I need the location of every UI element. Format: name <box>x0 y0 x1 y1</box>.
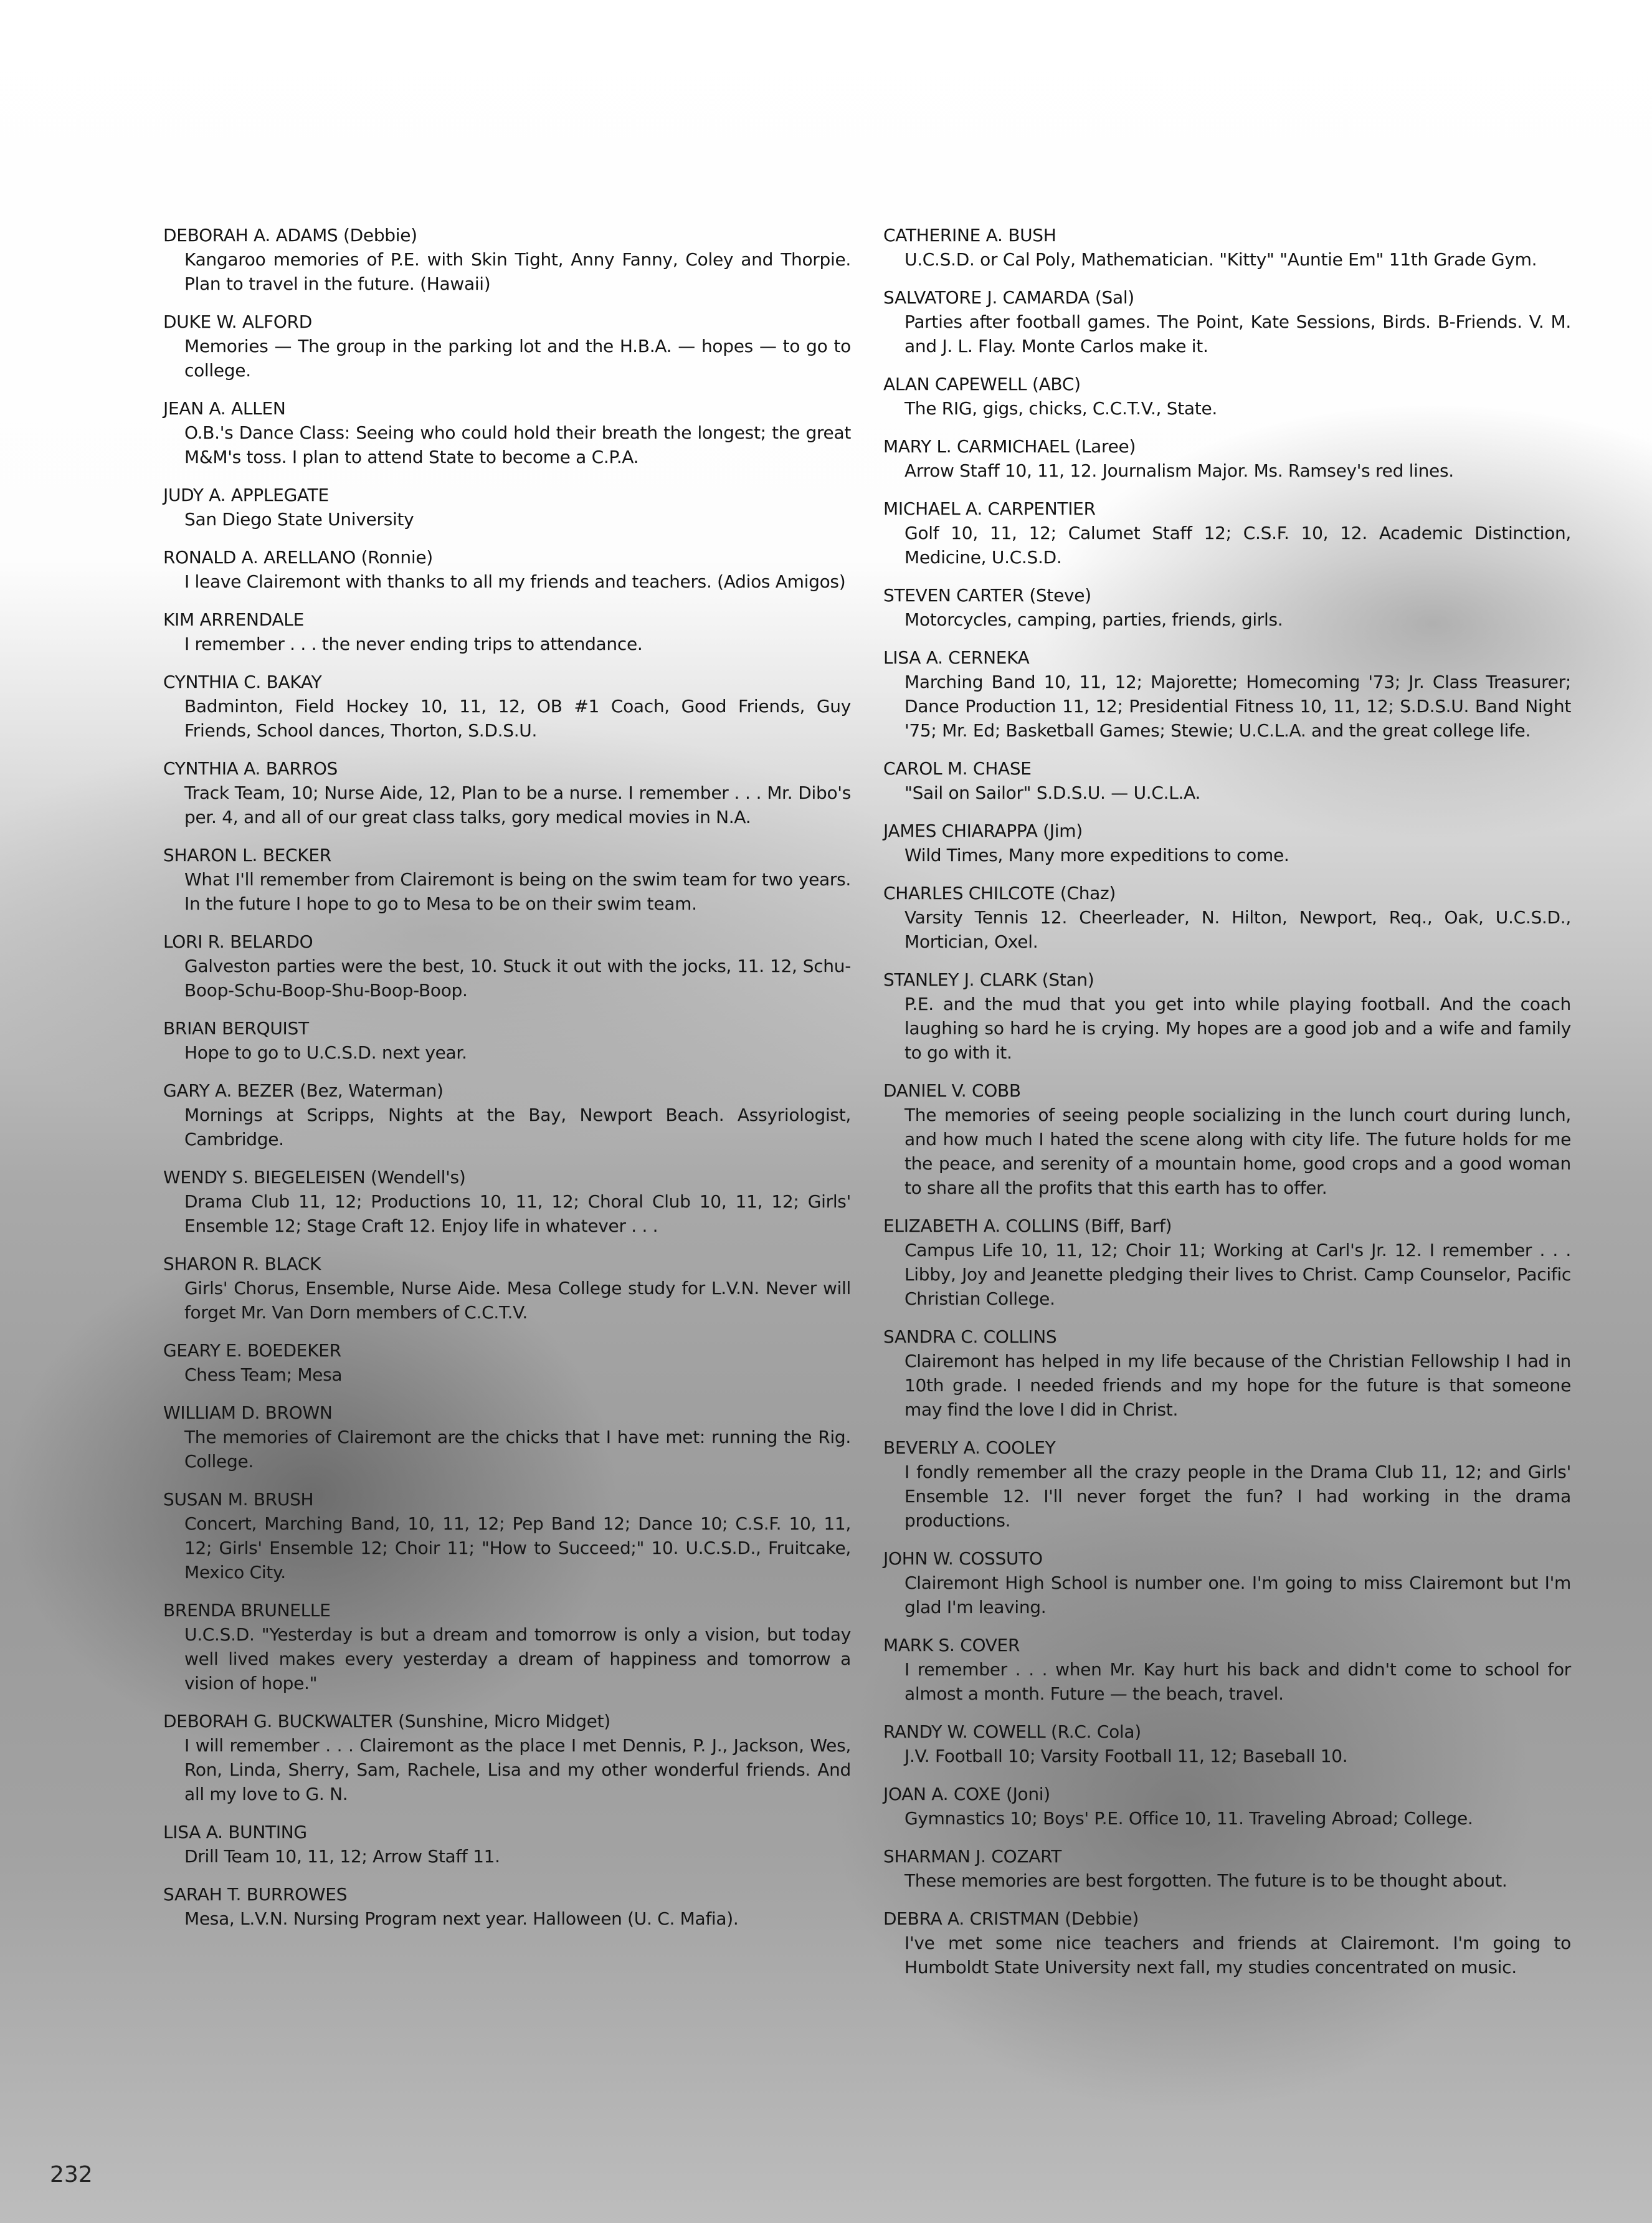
senior-name: BRIAN BERQUIST <box>163 1018 309 1039</box>
senior-statement: U.C.S.D. or Cal Poly, Mathematician. "Kitty" "Auntie Em" 11th Grade Gym. <box>904 249 1537 270</box>
senior-entry <box>163 670 851 743</box>
senior-entry <box>883 1435 1571 1533</box>
senior-entry <box>883 1325 1571 1422</box>
senior-entry <box>883 968 1571 1065</box>
senior-statement: J.V. Football 10; Varsity Football 11, 12; Baseball 10. <box>904 1746 1348 1766</box>
senior-name: BEVERLY A. COOLEY <box>883 1437 1056 1458</box>
senior-statement: Mornings at Scripps, Nights at the Bay, Newport Beach. Assyriologist, Cambridge. <box>184 1105 851 1150</box>
senior-entry <box>163 483 851 531</box>
senior-entry <box>883 756 1571 805</box>
senior-name: JOAN A. COXE (Joni) <box>883 1784 1050 1804</box>
senior-statement: Varsity Tennis 12. Cheerleader, N. Hilton, Newport, Req., Oak, U.C.S.D., Mortician, Oxel. <box>904 907 1571 952</box>
senior-statement: Clairemont has helped in my life because of the Christian Fellowship I had in 10th grade. I needed friends and my hope for the future is that someone may find the love I did in Christ. <box>904 1351 1571 1420</box>
senior-entry <box>163 1078 851 1151</box>
senior-statement: These memories are best forgotten. The future is to be thought about. <box>904 1870 1507 1891</box>
right-column <box>883 223 1571 1993</box>
senior-statement: I leave Clairemont with thanks to all my friends and teachers. (Adios Amigos) <box>184 571 846 592</box>
senior-entry <box>883 372 1571 421</box>
senior-entry <box>163 1401 851 1473</box>
senior-name: SHARON R. BLACK <box>163 1254 321 1274</box>
senior-entry <box>163 1165 851 1238</box>
senior-name: DEBORAH A. ADAMS (Debbie) <box>163 225 417 245</box>
senior-statement: "Sail on Sailor" S.D.S.U. — U.C.L.A. <box>904 783 1201 803</box>
senior-name: LISA A. BUNTING <box>163 1822 307 1842</box>
senior-name: CAROL M. CHASE <box>883 758 1032 779</box>
senior-name: DEBORAH G. BUCKWALTER (Sunshine, Micro Midget) <box>163 1711 610 1731</box>
senior-statement: I remember . . . when Mr. Kay hurt his back and didn't come to school for almost a month. Future — the beach, travel. <box>904 1659 1571 1704</box>
senior-entry <box>883 1720 1571 1768</box>
senior-statement: The memories of seeing people socializing in the lunch court during lunch, and how much I hated the scene along with city life. The future holds for me the peace, and serenity of a mountain home, good crops and a good woman to share all the profits that this earth has to offer. <box>904 1105 1571 1198</box>
senior-name: ALAN CAPEWELL (ABC) <box>883 374 1081 394</box>
page-number: 232 <box>50 2162 93 2187</box>
senior-name: JUDY A. APPLEGATE <box>163 485 329 505</box>
senior-statement: O.B.'s Dance Class: Seeing who could hold their breath the longest; the great M&M's toss. I plan to attend State to become a C.P.A. <box>184 422 851 467</box>
senior-name: KIM ARRENDALE <box>163 609 304 630</box>
senior-statement: U.C.S.D. "Yesterday is but a dream and tomorrow is only a vision, but today well lived makes every yesterday a dream of happiness and tomorrow a vision of hope." <box>184 1624 851 1693</box>
senior-entry <box>883 434 1571 483</box>
senior-entry <box>883 1214 1571 1311</box>
senior-statement: Girls' Chorus, Ensemble, Nurse Aide. Mesa College study for L.V.N. Never will forget Mr. Van Dorn members of C.C.T.V. <box>184 1278 851 1323</box>
senior-name: WILLIAM D. BROWN <box>163 1402 333 1423</box>
senior-name: SHARON L. BECKER <box>163 845 331 865</box>
senior-name: JOHN W. COSSUTO <box>883 1548 1043 1569</box>
senior-name: MARK S. COVER <box>883 1635 1020 1655</box>
senior-statement: Drama Club 11, 12; Productions 10, 11, 12; Choral Club 10, 11, 12; Girls' Ensemble 12; Stage Craft 12. Enjoy life in whatever . . . <box>184 1191 851 1236</box>
senior-entry <box>163 930 851 1002</box>
senior-name: CHARLES CHILCOTE (Chaz) <box>883 883 1116 903</box>
senior-name: MICHAEL A. CARPENTIER <box>883 498 1096 519</box>
senior-name: SALVATORE J. CAMARDA (Sal) <box>883 287 1134 308</box>
senior-name: DEBRA A. CRISTMAN (Debbie) <box>883 1908 1139 1929</box>
senior-entry <box>883 285 1571 358</box>
senior-name: BRENDA BRUNELLE <box>163 1600 331 1621</box>
senior-statement: I remember . . . the never ending trips to attendance. <box>184 634 643 654</box>
senior-entry <box>163 756 851 829</box>
senior-entry <box>883 645 1571 743</box>
senior-name: SUSAN M. BRUSH <box>163 1489 314 1510</box>
senior-statement: P.E. and the mud that you get into while playing football. And the coach laughing so hard he is crying. My hopes are a good job and a wife and family to go with it. <box>904 994 1571 1063</box>
senior-entry <box>883 819 1571 867</box>
senior-name: GARY A. BEZER (Bez, Waterman) <box>163 1080 444 1101</box>
senior-statement: Track Team, 10; Nurse Aide, 12, Plan to be a nurse. I remember . . . Mr. Dibo's per. 4, and all of our great class talks, gory medical movies in N.A. <box>184 783 851 827</box>
senior-statement: Campus Life 10, 11, 12; Choir 11; Working at Carl's Jr. 12. I remember . . . Libby, Joy and Jeanette pledging their lives to Christ. Camp Counselor, Pacific Christian College. <box>904 1240 1571 1309</box>
senior-entry <box>163 843 851 916</box>
senior-name: MARY L. CARMICHAEL (Laree) <box>883 436 1136 457</box>
senior-entry <box>163 545 851 594</box>
senior-statement: Memories — The group in the parking lot and the H.B.A. — hopes — to go to college. <box>184 336 851 381</box>
senior-entry <box>163 1252 851 1325</box>
senior-name: CATHERINE A. BUSH <box>883 225 1056 245</box>
senior-name: GEARY E. BOEDEKER <box>163 1340 341 1361</box>
senior-statement: I fondly remember all the crazy people in the Drama Club 11, 12; and Girls' Ensemble 12. I'll never forget the fun? I had working in the drama productions. <box>904 1462 1571 1531</box>
senior-statement: Hope to go to U.C.S.D. next year. <box>184 1042 467 1063</box>
senior-entry <box>163 310 851 383</box>
senior-entry <box>163 607 851 656</box>
senior-statement: Motorcycles, camping, parties, friends, girls. <box>904 609 1283 630</box>
senior-statement: Wild Times, Many more expeditions to come. <box>904 845 1289 865</box>
senior-entry <box>163 1487 851 1584</box>
senior-entry <box>883 583 1571 632</box>
senior-name: DUKE W. ALFORD <box>163 312 312 332</box>
senior-entry <box>883 1633 1571 1706</box>
senior-name: RANDY W. COWELL (R.C. Cola) <box>883 1721 1141 1742</box>
senior-statement: I will remember . . . Clairemont as the place I met Dennis, P. J., Jackson, Wes, Ron, Linda, Sherry, Sam, Rachele, Lisa and my other wonderful friends. And all my love to G. N. <box>184 1735 851 1804</box>
senior-statement: Badminton, Field Hockey 10, 11, 12, OB #1 Coach, Good Friends, Guy Friends, School dances, Thorton, S.D.S.U. <box>184 696 851 741</box>
senior-statement: The RIG, gigs, chicks, C.C.T.V., State. <box>904 398 1217 419</box>
senior-name: DANIEL V. COBB <box>883 1080 1021 1101</box>
senior-name: RONALD A. ARELLANO (Ronnie) <box>163 547 433 568</box>
senior-name: WENDY S. BIEGELEISEN (Wendell's) <box>163 1167 466 1188</box>
senior-entry <box>163 1598 851 1695</box>
senior-name: JEAN A. ALLEN <box>163 398 286 419</box>
senior-statement: Concert, Marching Band, 10, 11, 12; Pep Band 12; Dance 10; C.S.F. 10, 11, 12; Girls' Ensemble 12; Choir 11; "How to Succeed;" 10. U.C.S.D., Fruitcake, Mexico City. <box>184 1513 851 1583</box>
senior-statement: Kangaroo memories of P.E. with Skin Tight, Anny Fanny, Coley and Thorpie. Plan to travel in the future. (Hawaii) <box>184 249 851 294</box>
senior-entry <box>883 1782 1571 1830</box>
left-column <box>163 223 851 1945</box>
senior-statement: Chess Team; Mesa <box>184 1364 343 1385</box>
senior-entry <box>883 1844 1571 1893</box>
senior-entry <box>883 1078 1571 1200</box>
senior-entry <box>163 1016 851 1065</box>
senior-name: CYNTHIA C. BAKAY <box>163 672 322 692</box>
senior-statement: I've met some nice teachers and friends at Clairemont. I'm going to Humboldt State University next fall, my studies concentrated on music. <box>904 1933 1571 1978</box>
senior-statement: Golf 10, 11, 12; Calumet Staff 12; C.S.F. 10, 12. Academic Distinction, Medicine, U.C.S.D. <box>904 523 1571 568</box>
senior-name: STANLEY J. CLARK (Stan) <box>883 969 1094 990</box>
senior-entry <box>883 1546 1571 1619</box>
senior-name: JAMES CHIARAPPA (Jim) <box>883 821 1083 841</box>
senior-name: LORI R. BELARDO <box>163 931 313 952</box>
senior-entry <box>163 1820 851 1868</box>
senior-statement: Galveston parties were the best, 10. Stuck it out with the jocks, 11. 12, Schu-Boop-Schu-Boop-Shu-Boop-Boop. <box>184 956 851 1001</box>
senior-name: LISA A. CERNEKA <box>883 647 1030 668</box>
senior-statement: Mesa, L.V.N. Nursing Program next year. Halloween (U. C. Mafia). <box>184 1908 739 1929</box>
senior-entry <box>883 223 1571 272</box>
senior-statement: The memories of Clairemont are the chicks that I have met: running the Rig. College. <box>184 1427 851 1472</box>
senior-name: SANDRA C. COLLINS <box>883 1326 1057 1347</box>
senior-statement: Drill Team 10, 11, 12; Arrow Staff 11. <box>184 1846 500 1867</box>
senior-statement: Clairemont High School is number one. I'm going to miss Clairemont but I'm glad I'm leaving. <box>904 1573 1571 1617</box>
senior-entry <box>163 396 851 469</box>
senior-name: CYNTHIA A. BARROS <box>163 758 338 779</box>
senior-statement: Arrow Staff 10, 11, 12. Journalism Major. Ms. Ramsey's red lines. <box>904 460 1454 481</box>
senior-name: SHARMAN J. COZART <box>883 1846 1062 1867</box>
senior-name: STEVEN CARTER (Steve) <box>883 585 1091 606</box>
senior-name: SARAH T. BURROWES <box>163 1884 348 1905</box>
senior-statement: What I'll remember from Clairemont is being on the swim team for two years. In the future I hope to go to Mesa to be on their swim team. <box>184 869 851 914</box>
senior-entry <box>883 1906 1571 1979</box>
senior-entry <box>883 881 1571 954</box>
senior-entry <box>163 1338 851 1387</box>
senior-statement: Gymnastics 10; Boys' P.E. Office 10, 11. Traveling Abroad; College. <box>904 1808 1473 1829</box>
senior-name: ELIZABETH A. COLLINS (Biff, Barf) <box>883 1216 1172 1236</box>
senior-entry <box>163 1709 851 1806</box>
senior-statement: Marching Band 10, 11, 12; Majorette; Homecoming '73; Jr. Class Treasurer; Dance Production 11, 12; Presidential Fitness 10, 11, 12; S.D.S.U. Band Night '75; Mr. Ed; Basketball Games; Stewie; U.C.L.A. and the great college life. <box>904 672 1571 741</box>
senior-statement: San Diego State University <box>184 509 414 530</box>
senior-statement: Parties after football games. The Point, Kate Sessions, Birds. B-Friends. V. M. and J. L. Flay. Monte Carlos make it. <box>904 312 1571 356</box>
senior-entry <box>163 223 851 296</box>
senior-entry <box>163 1882 851 1931</box>
senior-entry <box>883 497 1571 569</box>
